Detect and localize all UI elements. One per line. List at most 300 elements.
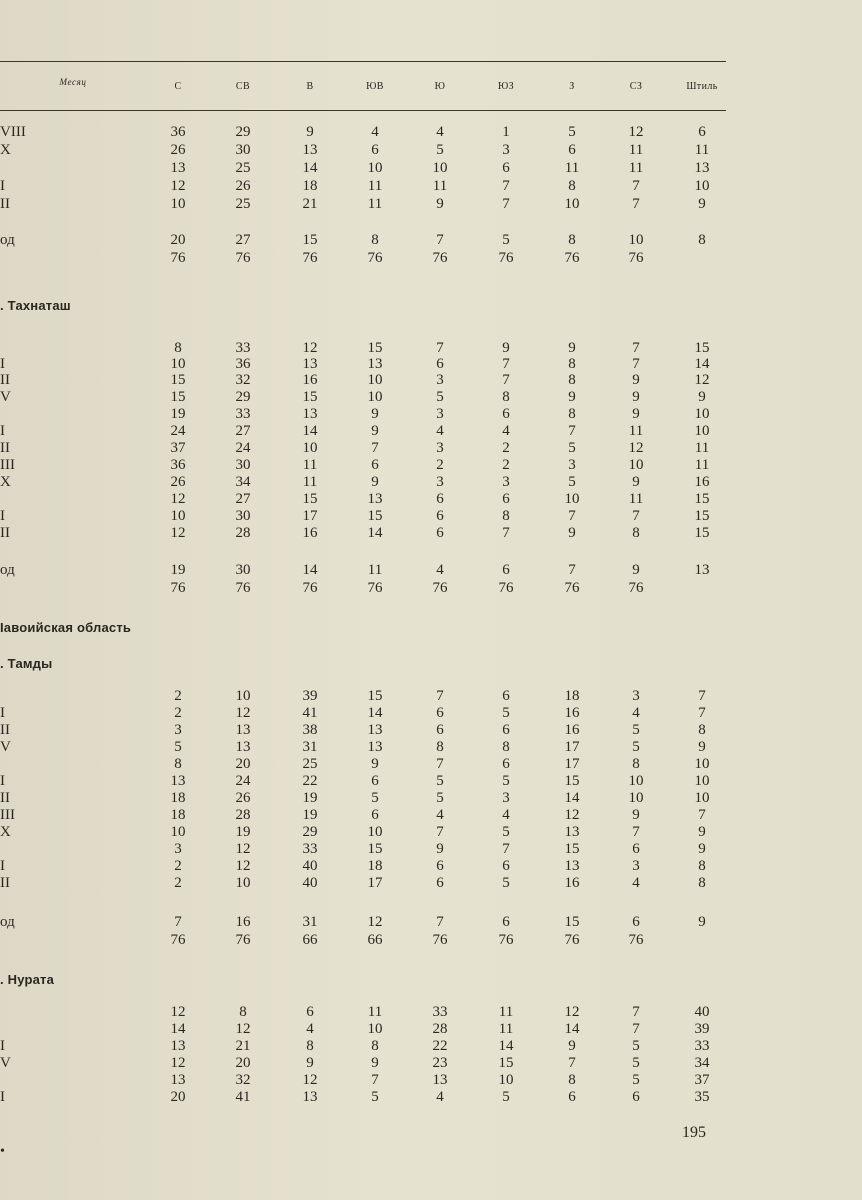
value-cell: 7	[436, 688, 444, 704]
value-cell: 76	[235, 932, 251, 948]
value-cell: 7	[436, 914, 444, 930]
month-label: I	[0, 508, 5, 524]
value-cell: 11	[367, 196, 383, 212]
value-cell: 10	[367, 824, 383, 840]
value-cell: 5	[632, 722, 640, 738]
value-cell: 15	[170, 389, 186, 405]
value-cell: 6	[436, 356, 444, 372]
value-cell: 18	[564, 688, 580, 704]
value-cell: 10	[235, 875, 251, 891]
table-row	[0, 178, 726, 195]
value-cell: 76	[628, 932, 644, 948]
month-label: од	[0, 562, 15, 578]
value-cell: 9	[306, 1055, 314, 1071]
header-col-calm: Штиль	[686, 81, 718, 92]
value-cell: 8	[174, 340, 182, 356]
table-row	[0, 389, 726, 406]
value-cell: 6	[371, 142, 379, 158]
value-cell: 1	[502, 124, 510, 140]
value-cell: 5	[568, 124, 576, 140]
value-cell: 13	[302, 356, 318, 372]
value-cell: 13	[170, 1072, 186, 1088]
value-cell: 11	[367, 1004, 383, 1020]
value-cell: 9	[568, 525, 576, 541]
value-cell: 5	[174, 739, 182, 755]
value-cell: 8	[698, 875, 706, 891]
value-cell: 7	[568, 423, 576, 439]
value-cell: 12	[628, 124, 644, 140]
month-label: I	[0, 858, 5, 874]
table-row	[0, 508, 726, 525]
value-cell: 76	[564, 932, 580, 948]
value-cell: 12	[235, 841, 251, 857]
value-cell: 21	[302, 196, 318, 212]
value-cell: 5	[632, 1038, 640, 1054]
value-cell: 36	[235, 356, 251, 372]
value-cell: 25	[235, 160, 251, 176]
value-cell: 15	[367, 508, 383, 524]
month-label: I	[0, 1038, 5, 1054]
year-row	[0, 232, 726, 249]
value-cell: 15	[302, 389, 318, 405]
value-cell: 11	[694, 440, 710, 456]
value-cell: 76	[498, 250, 514, 266]
value-cell: 4	[502, 807, 510, 823]
value-cell: 36	[170, 124, 186, 140]
value-cell: 4	[371, 124, 379, 140]
month-label: II	[0, 372, 10, 388]
value-cell: 6	[371, 457, 379, 473]
value-cell: 15	[564, 773, 580, 789]
value-cell: 2	[174, 858, 182, 874]
value-cell: 6	[436, 858, 444, 874]
value-cell: 9	[632, 474, 640, 490]
value-cell: 3	[436, 474, 444, 490]
value-cell: 14	[302, 160, 318, 176]
value-cell: 15	[302, 491, 318, 507]
value-cell: 9	[502, 340, 510, 356]
value-cell: 15	[564, 914, 580, 930]
value-cell: 7	[371, 1072, 379, 1088]
value-cell: 4	[306, 1021, 314, 1037]
value-cell: 20	[235, 1055, 251, 1071]
value-cell: 4	[436, 124, 444, 140]
table-row	[0, 457, 726, 474]
value-cell: 25	[235, 196, 251, 212]
value-cell: 7	[502, 196, 510, 212]
value-cell: 12	[170, 491, 186, 507]
value-cell: 13	[170, 773, 186, 789]
value-cell: 6	[502, 756, 510, 772]
value-cell: 33	[302, 841, 318, 857]
value-cell: 5	[568, 474, 576, 490]
value-cell: 9	[371, 423, 379, 439]
value-cell: 11	[628, 142, 644, 158]
value-cell: 11	[498, 1021, 514, 1037]
value-cell: 17	[302, 508, 318, 524]
value-cell: 14	[694, 356, 710, 372]
value-cell: 34	[235, 474, 251, 490]
value-cell: 6	[568, 142, 576, 158]
value-cell: 41	[235, 1089, 251, 1105]
value-cell: 12	[235, 858, 251, 874]
value-cell: 9	[698, 739, 706, 755]
value-cell: 7	[174, 914, 182, 930]
value-cell: 6	[436, 722, 444, 738]
value-cell: 18	[170, 790, 186, 806]
value-cell: 76	[367, 250, 383, 266]
value-cell: 6	[436, 525, 444, 541]
value-cell: 7	[698, 705, 706, 721]
table-row	[0, 1089, 726, 1106]
value-cell: 9	[698, 914, 706, 930]
value-cell: 76	[498, 932, 514, 948]
value-cell: 2	[174, 688, 182, 704]
value-cell: 6	[436, 705, 444, 721]
month-label: I	[0, 178, 5, 194]
value-cell: 10	[170, 824, 186, 840]
month-label: II	[0, 196, 10, 212]
value-cell: 66	[367, 932, 383, 948]
month-label: I	[0, 705, 5, 721]
value-cell: 3	[632, 858, 640, 874]
value-cell: 3	[436, 372, 444, 388]
value-cell: 8	[502, 508, 510, 524]
year-row	[0, 562, 726, 579]
value-cell: 28	[235, 807, 251, 823]
value-cell: 5	[632, 1072, 640, 1088]
table-row	[0, 807, 726, 824]
value-cell: 10	[302, 440, 318, 456]
value-cell: 15	[564, 841, 580, 857]
value-cell: 11	[432, 178, 448, 194]
table-row	[0, 824, 726, 841]
value-cell: 76	[302, 580, 318, 596]
value-cell: 6	[632, 1089, 640, 1105]
value-cell: 7	[632, 1004, 640, 1020]
value-cell: 33	[235, 406, 251, 422]
value-cell: 35	[694, 1089, 710, 1105]
value-cell: 8	[371, 232, 379, 248]
table-row	[0, 406, 726, 423]
value-cell: 10	[628, 457, 644, 473]
value-cell: 41	[302, 705, 318, 721]
value-cell: 2	[174, 875, 182, 891]
value-cell: 9	[371, 756, 379, 772]
value-cell: 76	[235, 250, 251, 266]
value-cell: 40	[694, 1004, 710, 1020]
value-cell: 13	[235, 739, 251, 755]
value-cell: 6	[502, 562, 510, 578]
value-cell: 11	[694, 457, 710, 473]
header-col-se: ЮВ	[366, 81, 384, 92]
value-cell: 13	[367, 739, 383, 755]
value-cell: 15	[367, 841, 383, 857]
value-cell: 7	[632, 178, 640, 194]
value-cell: 6	[436, 491, 444, 507]
value-cell: 13	[302, 1089, 318, 1105]
value-cell: 8	[568, 1072, 576, 1088]
table-row	[0, 124, 726, 141]
month-label: V	[0, 739, 11, 755]
value-cell: 12	[235, 705, 251, 721]
value-cell: 6	[502, 858, 510, 874]
value-cell: 76	[170, 250, 186, 266]
value-cell: 12	[170, 178, 186, 194]
value-cell: 26	[235, 178, 251, 194]
region-heading: Іавоийская область	[0, 620, 132, 635]
value-cell: 3	[502, 142, 510, 158]
value-cell: 12	[628, 440, 644, 456]
value-cell: 76	[432, 250, 448, 266]
value-cell: 7	[698, 688, 706, 704]
table-row	[0, 705, 726, 722]
table-row	[0, 790, 726, 807]
value-cell: 7	[436, 824, 444, 840]
value-cell: 27	[235, 232, 251, 248]
value-cell: 6	[502, 406, 510, 422]
value-cell: 5	[371, 1089, 379, 1105]
value-cell: 4	[632, 875, 640, 891]
value-cell: 9	[632, 372, 640, 388]
table-row	[0, 1021, 726, 1038]
value-cell: 28	[432, 1021, 448, 1037]
month-label: I	[0, 356, 5, 372]
table-row	[0, 491, 726, 508]
value-cell: 11	[367, 178, 383, 194]
value-cell: 27	[235, 423, 251, 439]
value-cell: 9	[632, 406, 640, 422]
value-cell: 8	[568, 372, 576, 388]
value-cell: 12	[302, 340, 318, 356]
value-cell: 10	[367, 1021, 383, 1037]
value-cell: 8	[174, 756, 182, 772]
value-cell: 4	[632, 705, 640, 721]
month-label: II	[0, 722, 10, 738]
value-cell: 13	[694, 160, 710, 176]
value-cell: 20	[170, 1089, 186, 1105]
month-label: III	[0, 457, 15, 473]
value-cell: 12	[564, 1004, 580, 1020]
value-cell: 66	[302, 932, 318, 948]
month-label: X	[0, 142, 11, 158]
value-cell: 11	[628, 423, 644, 439]
value-cell: 10	[694, 406, 710, 422]
value-cell: 12	[170, 1004, 186, 1020]
value-cell: 9	[436, 196, 444, 212]
month-label: I	[0, 773, 5, 789]
month-label: X	[0, 824, 11, 840]
value-cell: 16	[302, 372, 318, 388]
table-row	[0, 875, 726, 892]
value-cell: 30	[235, 457, 251, 473]
value-cell: 5	[502, 232, 510, 248]
value-cell: 12	[170, 1055, 186, 1071]
value-cell: 39	[302, 688, 318, 704]
value-cell: 6	[502, 688, 510, 704]
value-cell: 6	[502, 160, 510, 176]
value-cell: 13	[564, 824, 580, 840]
value-cell: 8	[632, 756, 640, 772]
value-cell: 16	[302, 525, 318, 541]
value-cell: 11	[367, 562, 383, 578]
table-row	[0, 372, 726, 389]
value-cell: 22	[432, 1038, 448, 1054]
value-cell: 12	[564, 807, 580, 823]
station-heading: . Тахнаташ	[0, 298, 71, 313]
value-cell: 13	[367, 722, 383, 738]
table-row	[0, 356, 726, 373]
value-cell: 17	[564, 739, 580, 755]
page-number: 195	[682, 1124, 706, 1141]
value-cell: 6	[306, 1004, 314, 1020]
value-cell: 5	[632, 739, 640, 755]
value-cell: 5	[502, 875, 510, 891]
value-cell: 15	[170, 372, 186, 388]
value-cell: 19	[235, 824, 251, 840]
value-cell: 11	[694, 142, 710, 158]
table-row	[0, 440, 726, 457]
value-cell: 13	[432, 1072, 448, 1088]
value-cell: 13	[170, 1038, 186, 1054]
value-cell: 40	[302, 858, 318, 874]
value-cell: 7	[502, 372, 510, 388]
value-cell: 6	[502, 914, 510, 930]
value-cell: 26	[235, 790, 251, 806]
value-cell: 2	[174, 705, 182, 721]
table-row	[0, 739, 726, 756]
value-cell: 33	[694, 1038, 710, 1054]
month-label: VIII	[0, 124, 26, 140]
value-cell: 9	[371, 406, 379, 422]
value-cell: 9	[698, 389, 706, 405]
value-cell: 15	[367, 340, 383, 356]
value-cell: 9	[632, 562, 640, 578]
value-cell: 23	[432, 1055, 448, 1071]
value-cell: 8	[698, 722, 706, 738]
value-cell: 7	[502, 841, 510, 857]
value-cell: 76	[498, 580, 514, 596]
value-cell: 10	[432, 160, 448, 176]
month-label: II	[0, 440, 10, 456]
value-cell: 40	[302, 875, 318, 891]
value-cell: 11	[564, 160, 580, 176]
value-cell: 14	[302, 423, 318, 439]
value-cell: 9	[568, 1038, 576, 1054]
table-row	[0, 1055, 726, 1072]
value-cell: 14	[367, 705, 383, 721]
value-cell: 4	[436, 423, 444, 439]
value-cell: 7	[632, 340, 640, 356]
table-row	[0, 160, 726, 177]
value-cell: 4	[436, 807, 444, 823]
value-cell: 2	[436, 457, 444, 473]
value-cell: 7	[568, 562, 576, 578]
value-cell: 76	[235, 580, 251, 596]
value-cell: 39	[694, 1021, 710, 1037]
value-cell: 3	[436, 440, 444, 456]
value-cell: 76	[564, 580, 580, 596]
value-cell: 3	[174, 722, 182, 738]
month-label: II	[0, 875, 10, 891]
value-cell: 13	[302, 406, 318, 422]
value-cell: 5	[502, 824, 510, 840]
table-row	[0, 1072, 726, 1089]
value-cell: 9	[436, 841, 444, 857]
value-cell: 25	[302, 756, 318, 772]
value-cell: 7	[436, 232, 444, 248]
value-cell: 20	[170, 232, 186, 248]
value-cell: 9	[306, 124, 314, 140]
value-cell: 16	[694, 474, 710, 490]
value-cell: 13	[367, 356, 383, 372]
value-cell: 10	[628, 790, 644, 806]
value-cell: 24	[235, 440, 251, 456]
value-cell: 29	[235, 389, 251, 405]
value-cell: 7	[436, 756, 444, 772]
value-cell: 76	[170, 580, 186, 596]
value-cell: 76	[367, 580, 383, 596]
table-row	[0, 1004, 726, 1021]
table-row	[0, 474, 726, 491]
header-col-nw: СЗ	[629, 81, 643, 92]
value-cell: 10	[694, 423, 710, 439]
value-cell: 7	[632, 508, 640, 524]
value-cell: 7	[632, 196, 640, 212]
value-cell: 10	[235, 688, 251, 704]
value-cell: 8	[502, 739, 510, 755]
value-cell: 8	[568, 232, 576, 248]
value-cell: 2	[502, 457, 510, 473]
month-label: V	[0, 1055, 11, 1071]
month-label: V	[0, 389, 11, 405]
value-cell: 7	[632, 1021, 640, 1037]
value-cell: 6	[436, 508, 444, 524]
value-cell: 9	[371, 1055, 379, 1071]
header-col-e: В	[306, 81, 314, 92]
value-cell: 24	[235, 773, 251, 789]
value-cell: 15	[498, 1055, 514, 1071]
month-label: од	[0, 914, 15, 930]
value-cell: 21	[235, 1038, 251, 1054]
value-cell: 7	[502, 356, 510, 372]
table-row	[0, 196, 726, 213]
value-cell: 5	[502, 1089, 510, 1105]
value-cell: 5	[436, 389, 444, 405]
value-cell: 16	[564, 722, 580, 738]
table-row	[0, 841, 726, 858]
value-cell: 32	[235, 1072, 251, 1088]
value-cell: 76	[302, 250, 318, 266]
table-row	[0, 756, 726, 773]
month-label: X	[0, 474, 11, 490]
value-cell: 27	[235, 491, 251, 507]
value-cell: 31	[302, 914, 318, 930]
header-col-s: Ю	[434, 81, 446, 92]
value-cell: 9	[568, 340, 576, 356]
value-cell: 12	[235, 1021, 251, 1037]
value-cell: 7	[632, 356, 640, 372]
value-cell: 24	[170, 423, 186, 439]
value-cell: 11	[628, 491, 644, 507]
table-row	[0, 1038, 726, 1055]
value-cell: 29	[302, 824, 318, 840]
value-cell: 10	[170, 508, 186, 524]
value-cell: 12	[170, 525, 186, 541]
value-cell: 8	[568, 406, 576, 422]
value-cell: 15	[367, 688, 383, 704]
value-cell: 76	[628, 580, 644, 596]
